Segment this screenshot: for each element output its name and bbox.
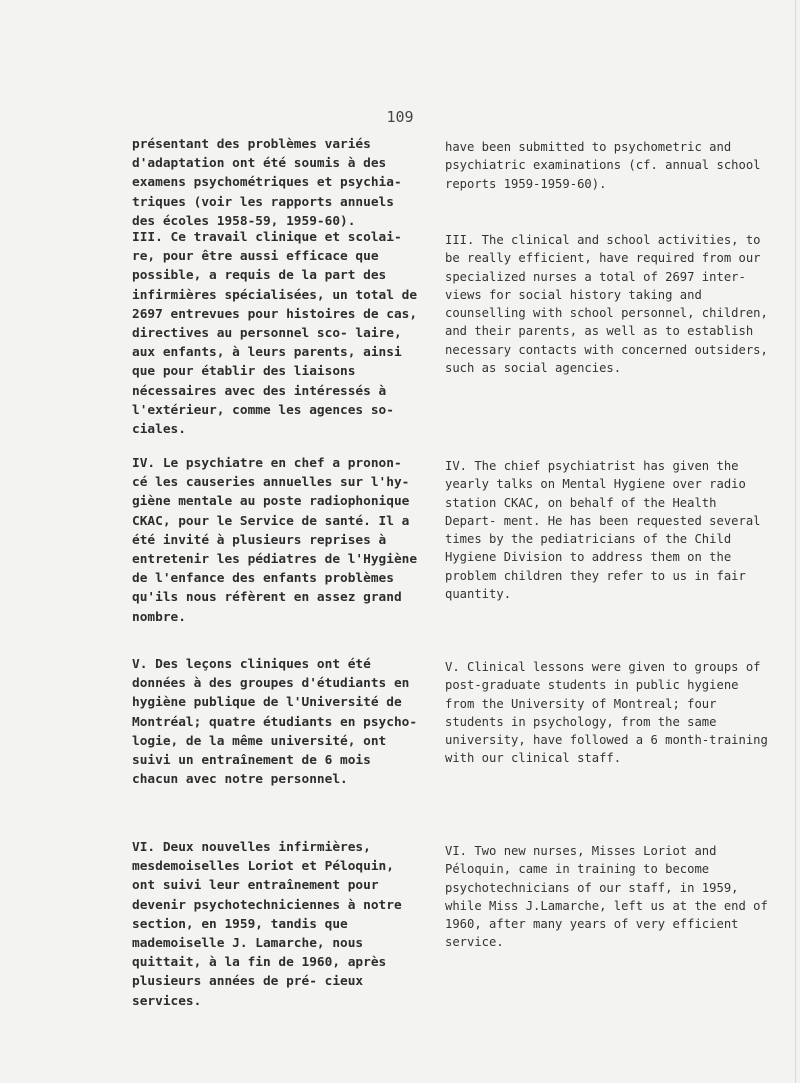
french-section-v: V. Des leçons cliniques ont été données à des groupes d'étudiants en hygiène publique de l'Université de Montréal; quatre étudiants en psycho- logie, de la même université, ont suivi un entraînement de 6 mois chacun avec notre personnel.	[132, 657, 425, 788]
french-section-iv: IV. Le psychiatre en chef a pronon- cé les causeries annuelles sur l'hy- giène mentale au poste radiophonique CKAC, pour le Service de santé. Il a été invité à plusieurs reprises à entretenir les pédiatres de l'Hygiène de l'enfance des enfants problèmes qu'ils nous réfèrent en assez grand nombre.	[132, 456, 425, 625]
english-section-v: V. Clinical lessons were given to groups of post-graduate students in public hygiene from the University of Montreal; four students in psychology, from the same university, have followed a 6 month-training with our clinical staff.	[445, 660, 776, 766]
french-intro: présentant des problèmes variés d'adaptation ont été soumis à des examens psychométriques et psychia- triques (voir les rapports annuels des écoles 1958-59, 1959-60).	[132, 137, 410, 229]
french-section-vi: VI. Deux nouvelles infirmières, mesdemoiselles Loriot et Péloquin, ont suivi leur entraînement pour devenir psychotechniciennes à notre section, en 1959, tandis que mademoiselle J. Lamarche, nous quittait, à la fin de 1960, après plusieurs années de pré- cieux services.	[132, 840, 410, 1009]
french-section-iii: III. Ce travail clinique et scolai- re, pour être aussi efficace que possible, a requis de la part des infirmières spécialisées, un total de 2697 entrevues pour histoires de cas, directives au personnel sco- laire, aux enfants, à leurs parents, ainsi que pour établir des liaisons nécessaires avec des intéressés à l'extérieur, comme les agences so- ciales.	[132, 230, 425, 437]
page-edge	[795, 0, 796, 1083]
english-section-iii: III. The clinical and school activities, to be really efficient, have required from our specialized nurses a total of 2697 inter- views for social history taking and counselling with school personnel, children, and their parents, as well as to establish necessary contacts with concerned outsiders, such as social agencies.	[445, 233, 776, 376]
page-number: 109	[386, 108, 414, 126]
english-intro: have been submitted to psychometric and psychiatric examinations (cf. annual school reports 1959-1959-60).	[445, 140, 768, 191]
english-section-vi: VI. Two new nurses, Misses Loriot and Péloquin, came in training to become psychotechnicians of our staff, in 1959, while Miss J.Lamarche, left us at the end of 1960, after many years of very efficient service.	[445, 844, 776, 950]
english-section-iv: IV. The chief psychiatrist has given the yearly talks on Mental Hygiene over radio station CKAC, on behalf of the Health Depart- ment. He has been requested several times by the pediatricians of the Child Hygiene Division to address them on the problem children they refer to us in fair quantity.	[445, 459, 768, 602]
